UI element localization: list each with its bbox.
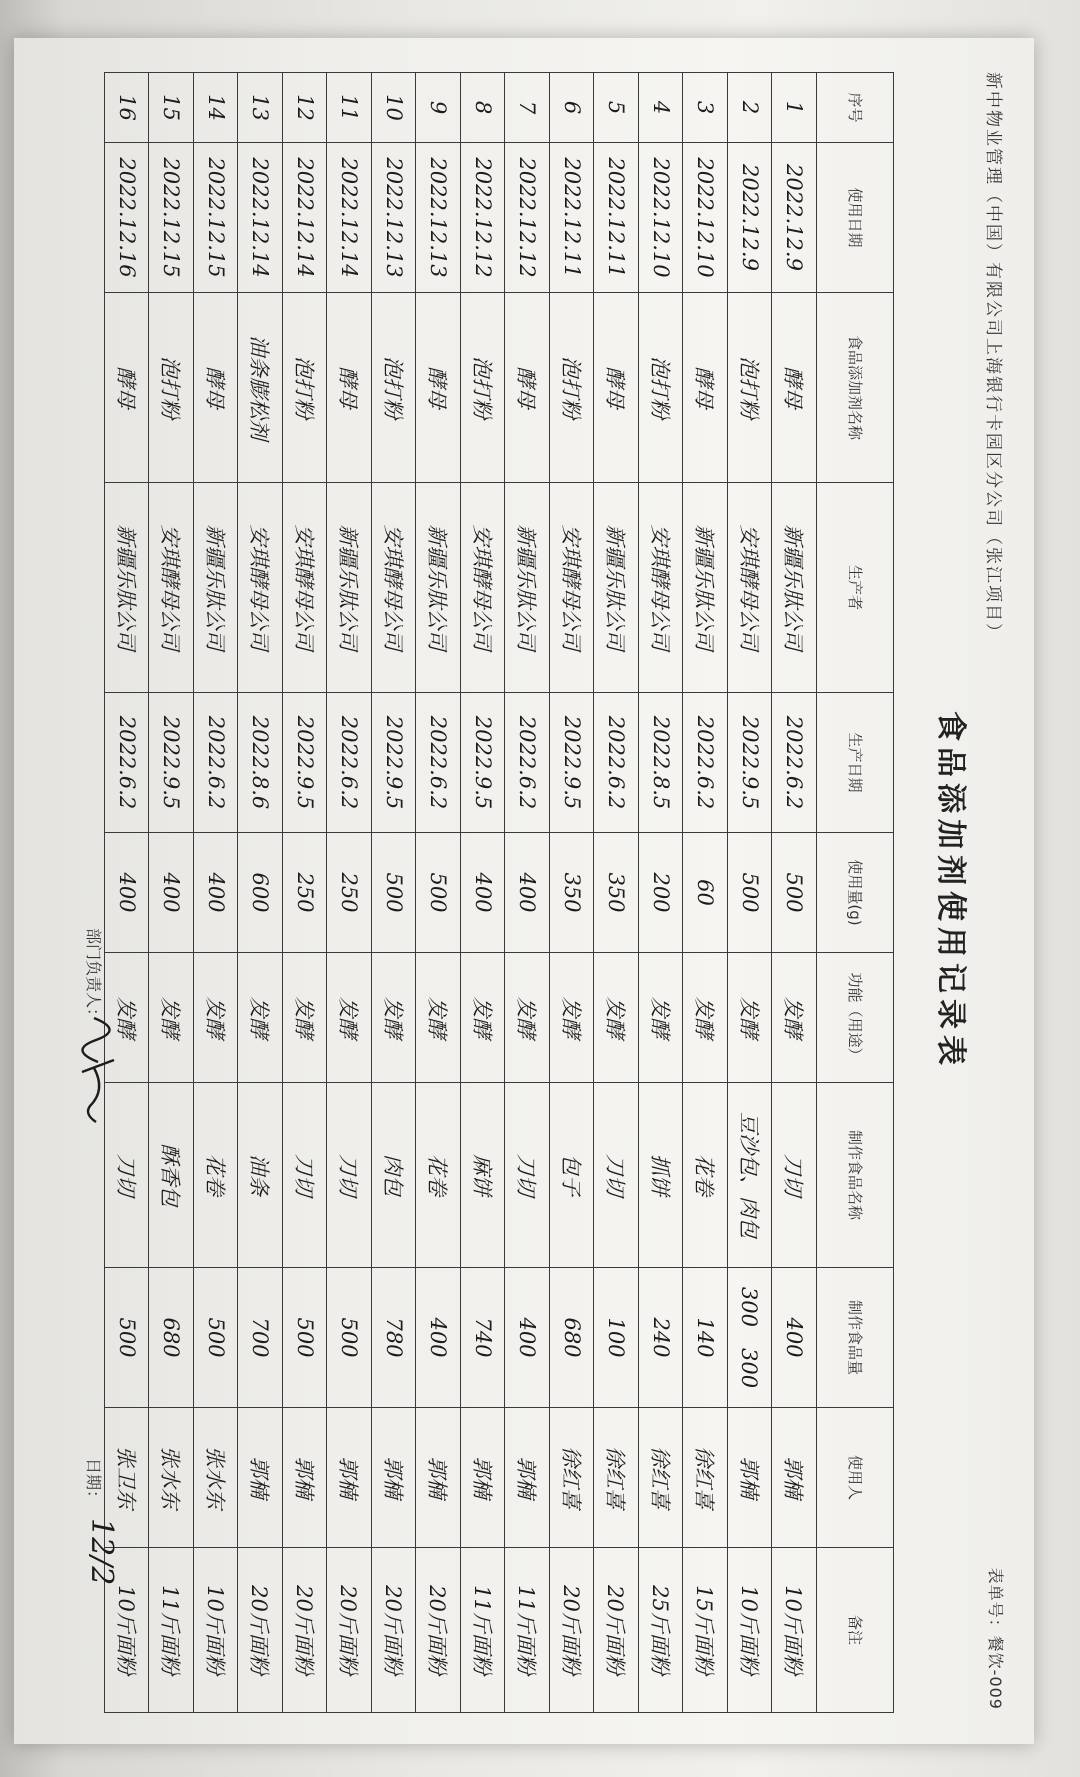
cell-index: 10: [372, 73, 417, 143]
cell-function: 发酵: [461, 953, 506, 1083]
table-row: [372, 73, 417, 1713]
cell-user: 张卫东: [105, 1408, 150, 1548]
cell-amount: 400: [194, 833, 239, 953]
cell-producer: 安琪酵母公司: [149, 483, 194, 693]
cell-production-date: 2022.9.5: [283, 693, 328, 833]
cell-amount: 250: [283, 833, 328, 953]
cell-additive: 泡打粉: [372, 293, 417, 483]
cell-food-name: 麻饼: [461, 1083, 506, 1268]
cell-remarks: 10斤面粉: [728, 1548, 773, 1713]
cell-function: 发酵: [728, 953, 773, 1083]
cell-index: 14: [194, 73, 239, 143]
cell-amount: 350: [550, 833, 595, 953]
cell-user: 郭楠: [416, 1408, 461, 1548]
cell-food-amount: 140: [683, 1268, 728, 1408]
cell-remarks: 11斤面粉: [461, 1548, 506, 1713]
cell-function: 发酵: [416, 953, 461, 1083]
cell-additive: 泡打粉: [461, 293, 506, 483]
cell-remarks: 10斤面粉: [194, 1548, 239, 1713]
cell-production-date: 2022.6.2: [416, 693, 461, 833]
table-row: [461, 73, 506, 1713]
cell-index: 2: [728, 73, 773, 143]
cell-producer: 新疆乐肽公司: [772, 483, 817, 693]
cell-remarks: 10斤面粉: [105, 1548, 150, 1713]
cell-producer: 新疆乐肽公司: [327, 483, 372, 693]
cell-amount: 500: [372, 833, 417, 953]
table-row: [594, 73, 639, 1713]
cell-additive: 泡打粉: [728, 293, 773, 483]
cell-function: 发酵: [683, 953, 728, 1083]
cell-production-date: 2022.9.5: [149, 693, 194, 833]
cell-user: 郭楠: [283, 1408, 328, 1548]
cell-production-date: 2022.6.2: [194, 693, 239, 833]
cell-index: 8: [461, 73, 506, 143]
cell-food-name: 酥香包: [149, 1083, 194, 1268]
cell-index: 15: [149, 73, 194, 143]
cell-function: 发酵: [372, 953, 417, 1083]
cell-producer: 新疆乐肽公司: [683, 483, 728, 693]
cell-amount: 400: [505, 833, 550, 953]
cell-function: 发酵: [639, 953, 684, 1083]
cell-food-amount: 740: [461, 1268, 506, 1408]
cell-user: 郭楠: [772, 1408, 817, 1548]
manager-label: 部门负责人：: [84, 928, 103, 1025]
cell-function: 发酵: [105, 953, 150, 1083]
cell-production-date: 2022.6.2: [105, 693, 150, 833]
cell-function: 发酵: [772, 953, 817, 1083]
cell-production-date: 2022.6.2: [683, 693, 728, 833]
cell-function: 发酵: [149, 953, 194, 1083]
cell-date: 2022.12.11: [550, 143, 595, 293]
cell-production-date: 2022.6.2: [327, 693, 372, 833]
col-header-user: 使用人: [817, 1408, 894, 1548]
cell-food-name: 刀切: [327, 1083, 372, 1268]
cell-producer: 新疆乐肽公司: [194, 483, 239, 693]
cell-food-amount: 500: [194, 1268, 239, 1408]
cell-date: 2022.12.12: [505, 143, 550, 293]
cell-index: 9: [416, 73, 461, 143]
cell-date: 2022.12.15: [194, 143, 239, 293]
cell-food-amount: 680: [149, 1268, 194, 1408]
cell-remarks: 15斤面粉: [683, 1548, 728, 1713]
cell-food-amount: 500: [105, 1268, 150, 1408]
cell-production-date: 2022.9.5: [372, 693, 417, 833]
cell-amount: 600: [238, 833, 283, 953]
cell-producer: 安琪酵母公司: [238, 483, 283, 693]
cell-remarks: 20斤面粉: [238, 1548, 283, 1713]
cell-amount: 350: [594, 833, 639, 953]
cell-index: 1: [772, 73, 817, 143]
col-header-date: 使用日期: [817, 143, 894, 293]
cell-food-name: 刀切: [594, 1083, 639, 1268]
cell-date: 2022.12.10: [639, 143, 684, 293]
cell-index: 3: [683, 73, 728, 143]
cell-food-amount: 680: [550, 1268, 595, 1408]
table-row: [194, 73, 239, 1713]
col-header-function: 功能（用途）: [817, 953, 894, 1083]
cell-function: 发酵: [550, 953, 595, 1083]
cell-date: 2022.12.16: [105, 143, 150, 293]
cell-food-name: 刀切: [772, 1083, 817, 1268]
cell-date: 2022.12.9: [728, 143, 773, 293]
table-header-row: [817, 73, 894, 1713]
table-row: [772, 73, 817, 1713]
cell-amount: 400: [149, 833, 194, 953]
cell-production-date: 2022.9.5: [550, 693, 595, 833]
table-row: [416, 73, 461, 1713]
cell-date: 2022.12.13: [372, 143, 417, 293]
cell-food-name: 肉包: [372, 1083, 417, 1268]
cell-amount: 250: [327, 833, 372, 953]
cell-producer: 安琪酵母公司: [728, 483, 773, 693]
cell-user: 张水东: [149, 1408, 194, 1548]
cell-index: 16: [105, 73, 150, 143]
cell-amount: 500: [728, 833, 773, 953]
form-number: 表单号：餐饮-009: [986, 1567, 1005, 1710]
table-row: [550, 73, 595, 1713]
cell-food-amount: 100: [594, 1268, 639, 1408]
cell-food-amount: 300 300: [728, 1268, 773, 1408]
cell-user: 徐红喜: [639, 1408, 684, 1548]
cell-user: 张水东: [194, 1408, 239, 1548]
manager-signature: [64, 1010, 134, 1130]
cell-index: 5: [594, 73, 639, 143]
cell-index: 11: [327, 73, 372, 143]
cell-user: 郭楠: [238, 1408, 283, 1548]
table-row: [105, 73, 150, 1713]
cell-date: 2022.12.14: [283, 143, 328, 293]
cell-food-amount: 240: [639, 1268, 684, 1408]
cell-food-amount: 700: [238, 1268, 283, 1408]
cell-food-amount: 400: [505, 1268, 550, 1408]
cell-additive: 酵母: [194, 293, 239, 483]
cell-additive: 酵母: [683, 293, 728, 483]
cell-amount: 400: [105, 833, 150, 953]
cell-additive: 酵母: [772, 293, 817, 483]
cell-index: 7: [505, 73, 550, 143]
cell-additive: 油条膨松剂: [238, 293, 283, 483]
col-header-food-name: 制作食品名称: [817, 1083, 894, 1268]
cell-function: 发酵: [505, 953, 550, 1083]
cell-food-amount: 500: [327, 1268, 372, 1408]
cell-index: 6: [550, 73, 595, 143]
col-header-production-date: 生产日期: [817, 693, 894, 833]
cell-date: 2022.12.12: [461, 143, 506, 293]
cell-food-name: 刀切: [283, 1083, 328, 1268]
cell-additive: 酵母: [594, 293, 639, 483]
cell-food-name: 花卷: [194, 1083, 239, 1268]
cell-producer: 新疆乐肽公司: [594, 483, 639, 693]
cell-additive: 酵母: [327, 293, 372, 483]
cell-food-name: 豆沙包、肉包: [728, 1083, 773, 1268]
cell-remarks: 20斤面粉: [327, 1548, 372, 1713]
cell-additive: 泡打粉: [550, 293, 595, 483]
table-row: [728, 73, 773, 1713]
cell-food-name: 抓饼: [639, 1083, 684, 1268]
cell-production-date: 2022.9.5: [461, 693, 506, 833]
date-value: 12/2: [84, 1518, 119, 1586]
cell-date: 2022.12.9: [772, 143, 817, 293]
col-header-additive: 食品添加剂名称: [817, 293, 894, 483]
table-row: [327, 73, 372, 1713]
cell-function: 发酵: [238, 953, 283, 1083]
form-title: 食品添加剂使用记录表: [933, 711, 968, 1071]
cell-additive: 酵母: [105, 293, 150, 483]
cell-remarks: 11斤面粉: [505, 1548, 550, 1713]
cell-production-date: 2022.6.2: [594, 693, 639, 833]
table-row: [505, 73, 550, 1713]
cell-user: 郭楠: [327, 1408, 372, 1548]
cell-remarks: 20斤面粉: [416, 1548, 461, 1713]
col-header-producer: 生产者: [817, 483, 894, 693]
cell-user: 郭楠: [505, 1408, 550, 1548]
additive-usage-table: [104, 72, 894, 1713]
cell-additive: 泡打粉: [149, 293, 194, 483]
cell-index: 4: [639, 73, 684, 143]
cell-date: 2022.12.15: [149, 143, 194, 293]
cell-production-date: 2022.8.6: [238, 693, 283, 833]
cell-food-name: 刀切: [505, 1083, 550, 1268]
cell-remarks: 20斤面粉: [550, 1548, 595, 1713]
table-row: [149, 73, 194, 1713]
cell-food-amount: 400: [772, 1268, 817, 1408]
cell-remarks: 11斤面粉: [149, 1548, 194, 1713]
cell-food-name: 包子: [550, 1083, 595, 1268]
cell-food-name: 花卷: [683, 1083, 728, 1268]
date-label: 日期：: [84, 1458, 103, 1507]
col-header-food-amount: 制作食品量: [817, 1268, 894, 1408]
cell-amount: 200: [639, 833, 684, 953]
cell-food-name: 油条: [238, 1083, 283, 1268]
table-row: [639, 73, 684, 1713]
cell-function: 发酵: [283, 953, 328, 1083]
rotated-form-page: [14, 38, 1034, 1744]
col-header-remarks: 备注: [817, 1548, 894, 1713]
table-row: [238, 73, 283, 1713]
company-name: 新中物业管理（中国）有限公司上海银行卡园区分公司（张江项目）: [983, 72, 1003, 642]
cell-production-date: 2022.8.5: [639, 693, 684, 833]
cell-index: 12: [283, 73, 328, 143]
cell-remarks: 20斤面粉: [372, 1548, 417, 1713]
cell-production-date: 2022.9.5: [728, 693, 773, 833]
table-row: [283, 73, 328, 1713]
cell-amount: 400: [461, 833, 506, 953]
cell-amount: 60: [683, 833, 728, 953]
cell-index: 13: [238, 73, 283, 143]
cell-amount: 500: [416, 833, 461, 953]
cell-food-name: 花卷: [416, 1083, 461, 1268]
cell-remarks: 25斤面粉: [639, 1548, 684, 1713]
cell-producer: 安琪酵母公司: [283, 483, 328, 693]
cell-function: 发酵: [594, 953, 639, 1083]
cell-user: 郭楠: [728, 1408, 773, 1548]
paper-sheet: [14, 38, 1034, 1744]
cell-function: 发酵: [327, 953, 372, 1083]
cell-production-date: 2022.6.2: [772, 693, 817, 833]
cell-production-date: 2022.6.2: [505, 693, 550, 833]
cell-food-amount: 780: [372, 1268, 417, 1408]
cell-user: 徐红喜: [550, 1408, 595, 1548]
cell-additive: 泡打粉: [639, 293, 684, 483]
cell-producer: 新疆乐肽公司: [416, 483, 461, 693]
cell-date: 2022.12.11: [594, 143, 639, 293]
table-row: [683, 73, 728, 1713]
col-header-amount: 使用量(g): [817, 833, 894, 953]
cell-user: 徐红喜: [683, 1408, 728, 1548]
cell-additive: 酵母: [416, 293, 461, 483]
cell-food-amount: 500: [283, 1268, 328, 1408]
cell-additive: 泡打粉: [283, 293, 328, 483]
cell-amount: 500: [772, 833, 817, 953]
cell-date: 2022.12.14: [327, 143, 372, 293]
cell-date: 2022.12.13: [416, 143, 461, 293]
cell-remarks: 10斤面粉: [772, 1548, 817, 1713]
cell-producer: 安琪酵母公司: [639, 483, 684, 693]
cell-producer: 新疆乐肽公司: [505, 483, 550, 693]
cell-date: 2022.12.10: [683, 143, 728, 293]
cell-additive: 酵母: [505, 293, 550, 483]
cell-date: 2022.12.14: [238, 143, 283, 293]
cell-producer: 新疆乐肽公司: [105, 483, 150, 693]
cell-user: 郭楠: [372, 1408, 417, 1548]
col-header-index: 序号: [817, 73, 894, 143]
cell-producer: 安琪酵母公司: [550, 483, 595, 693]
cell-function: 发酵: [194, 953, 239, 1083]
cell-food-amount: 400: [416, 1268, 461, 1408]
cell-user: 郭楠: [461, 1408, 506, 1548]
cell-food-name: 刀切: [105, 1083, 150, 1268]
cell-producer: 安琪酵母公司: [461, 483, 506, 693]
cell-remarks: 20斤面粉: [283, 1548, 328, 1713]
cell-user: 徐红喜: [594, 1408, 639, 1548]
cell-producer: 安琪酵母公司: [372, 483, 417, 693]
cell-remarks: 20斤面粉: [594, 1548, 639, 1713]
